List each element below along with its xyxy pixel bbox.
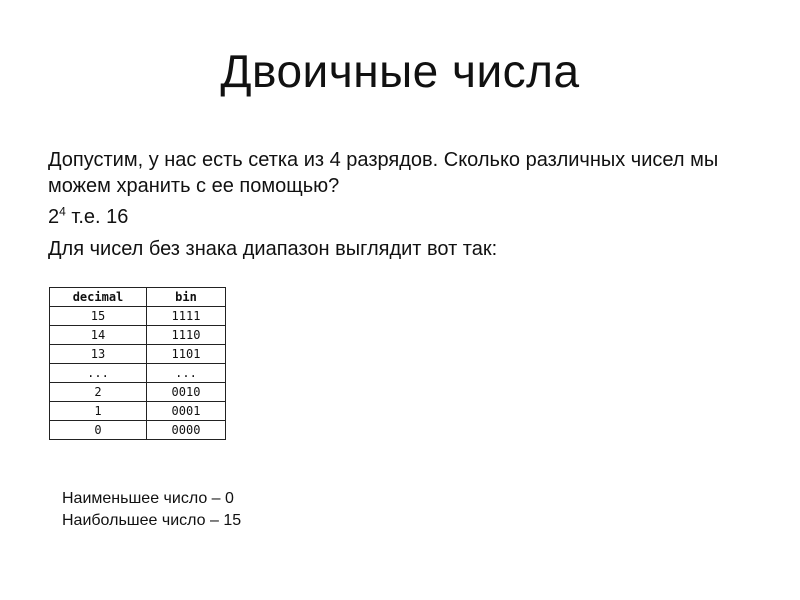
power-line [48,204,128,230]
table-row [50,307,226,326]
range-table [49,287,226,440]
range-notes [62,488,241,532]
header-decimal: decimal [50,288,147,307]
header-bin: bin [147,288,226,307]
table-row [50,402,226,421]
decimal-cell: 1 [50,402,147,421]
power-result: т.е. 16 [65,206,129,228]
bin-cell: 1101 [147,345,226,364]
bin-cell: 1110 [147,326,226,345]
decimal-cell: 15 [50,307,147,326]
max-note: Наибольшее число – 15 [62,512,242,529]
power-base: 2 [48,206,60,228]
range-intro: Для чисел без знака диапазон выглядит вот так: [48,238,498,260]
decimal-cell: 2 [50,383,147,402]
bin-cell: 1111 [147,307,226,326]
bin-cell: 0010 [147,383,226,402]
table-header-row [50,288,226,307]
power-exponent: 4 [59,204,66,219]
bin-cell: 0000 [147,421,226,440]
table-row [50,383,226,402]
intro-paragraph: Допустим, у нас есть сетка из 4 разрядов. Сколько различных чисел мы можем хранить с ее помощью? [48,149,719,197]
decimal-cell: 0 [50,421,147,440]
min-note: Наименьшее число – 0 [62,490,234,507]
bin-cell: 0001 [147,402,226,421]
table-row [50,364,226,383]
table-row [50,326,226,345]
decimal-cell: 13 [50,345,147,364]
decimal-cell: 14 [50,326,147,345]
bin-cell: ... [147,364,226,383]
decimal-cell: ... [50,364,147,383]
table-row [50,345,226,364]
table-row [50,421,226,440]
slide-title: Двоичные числа [220,45,580,97]
